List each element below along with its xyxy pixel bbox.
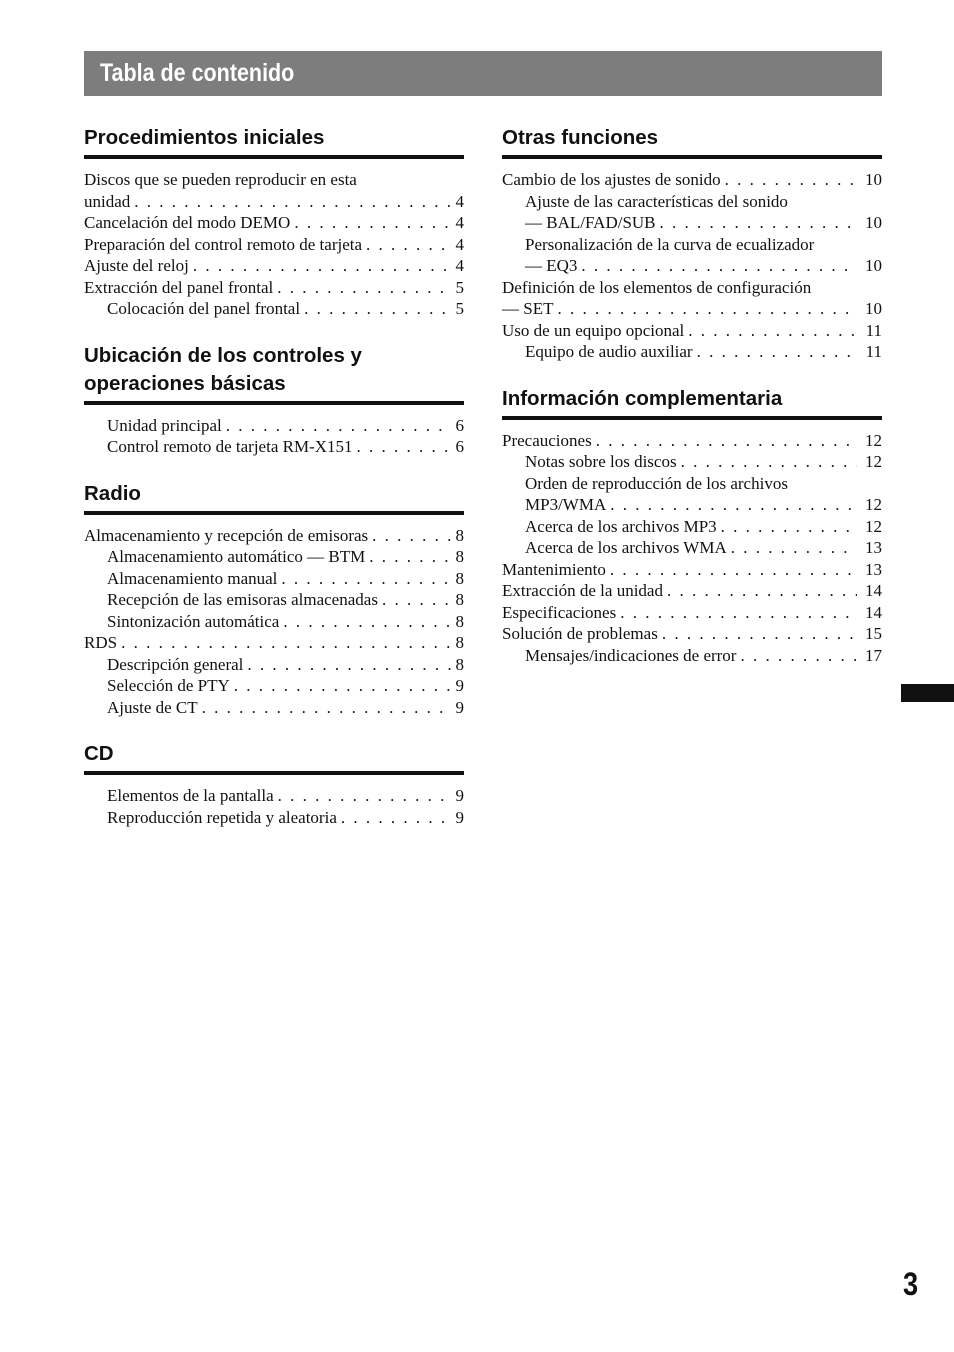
toc-title-bar (84, 51, 882, 96)
toc-entry-title: Acerca de los archivos WMA (525, 538, 727, 557)
toc-entry[interactable] (502, 298, 882, 320)
toc-entry[interactable] (84, 589, 464, 611)
toc-entry-page: 5 (455, 299, 464, 318)
toc-entry[interactable] (502, 234, 882, 256)
toc-entry-page: 8 (455, 568, 464, 588)
toc-entry[interactable] (502, 320, 882, 342)
toc-dot-leader (281, 568, 451, 590)
toc-entry-list (84, 169, 464, 320)
toc-entry-page: 12 (865, 495, 882, 514)
section-heading-line: Ubicación de los controles y (84, 343, 362, 367)
toc-dot-leader (697, 341, 857, 363)
toc-dot-leader (681, 451, 857, 473)
toc-entry[interactable] (84, 191, 464, 213)
toc-dot-leader (369, 546, 451, 568)
toc-entry[interactable] (84, 568, 464, 590)
toc-entry[interactable] (84, 525, 464, 547)
toc-entry-title: Personalización de la curva de ecualizador (525, 234, 815, 254)
toc-section-cd (84, 740, 464, 828)
toc-section-ubicacion-de-los-controles-y (84, 342, 464, 458)
toc-dot-leader (277, 277, 451, 299)
toc-entry-list (84, 525, 464, 719)
section-heading-line: Información complementaria (502, 386, 783, 410)
toc-dot-leader (372, 525, 451, 547)
toc-entry[interactable] (502, 623, 882, 645)
toc-entry-page: 9 (455, 676, 464, 695)
toc-dot-leader (234, 675, 451, 697)
section-heading (84, 118, 464, 159)
toc-entry-title: Uso de un equipo opcional (502, 320, 685, 340)
toc-dot-leader (283, 611, 451, 633)
toc-entry-title: — SET (502, 299, 554, 318)
section-heading (502, 385, 882, 420)
toc-entry-title: RDS (84, 633, 118, 652)
toc-entry-page: 5 (455, 277, 464, 297)
toc-entry-title: Selección de PTY (107, 676, 230, 695)
toc-entry-page: 10 (865, 299, 882, 318)
toc-entry-page: 8 (455, 525, 464, 545)
toc-entry[interactable] (84, 255, 464, 277)
toc-entry-title: Definición de los elementos de configuración (502, 277, 812, 297)
toc-entry[interactable] (84, 169, 464, 191)
toc-entry[interactable] (502, 277, 882, 299)
toc-dot-leader (278, 785, 451, 807)
toc-dot-leader (304, 298, 451, 320)
toc-entry-title: Orden de reproducción de los archivos (525, 473, 788, 493)
toc-entry[interactable] (84, 298, 464, 320)
toc-entry-title: Almacenamiento manual (107, 568, 278, 588)
toc-entry[interactable] (84, 697, 464, 719)
toc-entry-title: Ajuste de las características del sonido (525, 191, 788, 211)
toc-entry-title: Mantenimiento (502, 559, 606, 579)
toc-entry[interactable] (84, 785, 464, 807)
toc-entry[interactable] (502, 473, 882, 495)
toc-entry-page: 13 (865, 538, 882, 557)
toc-entry-list (84, 785, 464, 828)
toc-entry-page: 14 (865, 602, 882, 622)
toc-section-otras-funciones (502, 118, 882, 363)
toc-entry-title: MP3/WMA (525, 495, 607, 514)
toc-entry-page: 12 (865, 430, 882, 450)
toc-dot-leader (721, 516, 857, 538)
toc-entry-page: 17 (865, 645, 882, 665)
section-heading-line: Otras funciones (502, 126, 659, 149)
toc-entry-page: 6 (455, 437, 464, 456)
toc-entry-title: Sintonización automática (107, 611, 280, 631)
toc-dot-leader (134, 191, 451, 213)
toc-entry[interactable] (502, 430, 882, 452)
toc-entry-page: 4 (455, 191, 464, 211)
toc-entry-page: 4 (455, 234, 464, 254)
toc-entry[interactable] (84, 611, 464, 633)
toc-entry-page: 8 (455, 611, 464, 631)
toc-entry[interactable] (84, 277, 464, 299)
toc-dot-leader (226, 415, 451, 437)
toc-entry-list (502, 430, 882, 667)
section-heading (84, 480, 464, 515)
section-heading (502, 118, 882, 159)
toc-dot-leader (202, 697, 451, 719)
toc-entry[interactable] (84, 415, 464, 437)
toc-entry-title: Control remoto de tarjeta RM-X151 (107, 437, 353, 456)
toc-entry-page: 14 (865, 581, 882, 600)
toc-dot-leader (667, 580, 857, 602)
toc-dot-leader (660, 212, 857, 234)
toc-entry-title: Ajuste de CT (107, 697, 198, 717)
toc-entry[interactable] (84, 654, 464, 676)
toc-entry-page: 13 (865, 559, 882, 579)
toc-left-column (84, 118, 464, 850)
toc-entry-page: 6 (455, 415, 464, 435)
toc-entry-page: 9 (455, 807, 464, 827)
toc-entry[interactable] (84, 807, 464, 829)
toc-entry-page: 10 (865, 256, 882, 275)
toc-entry-title: Unidad principal (107, 415, 222, 435)
toc-entry-title: Acerca de los archivos MP3 (525, 516, 717, 536)
page-number: 3 (903, 1266, 919, 1302)
toc-entry-page: 10 (865, 213, 882, 232)
toc-entry-page: 15 (865, 624, 882, 643)
toc-entry-page: 8 (455, 633, 464, 652)
toc-entry[interactable] (502, 559, 882, 581)
toc-entry-title: Especificaciones (502, 602, 617, 622)
toc-entry-page: 9 (455, 697, 464, 717)
toc-dot-leader (620, 602, 857, 624)
toc-dot-leader (731, 537, 857, 559)
toc-entry-title: Equipo de audio auxiliar (525, 342, 693, 361)
toc-entry-title: Colocación del panel frontal (107, 299, 301, 318)
toc-dot-leader (294, 212, 451, 234)
section-heading-line: Procedimientos iniciales (84, 126, 325, 149)
section-heading (84, 740, 464, 775)
toc-entry[interactable] (84, 212, 464, 234)
toc-entry[interactable] (502, 451, 882, 473)
toc-entry-page: 10 (865, 170, 882, 189)
toc-entry-page: 8 (455, 590, 464, 609)
toc-dot-leader (740, 645, 857, 667)
toc-entry[interactable] (502, 212, 882, 234)
toc-entry-title: Reproducción repetida y aleatoria (107, 807, 337, 827)
toc-entry-title: Recepción de las emisoras almacenadas (107, 590, 378, 609)
toc-entry-title: Precauciones (502, 430, 592, 450)
section-heading-line: CD (84, 742, 114, 765)
toc-dot-leader (247, 654, 451, 676)
toc-entry-title: Extracción de la unidad (502, 581, 663, 600)
toc-entry[interactable] (84, 234, 464, 256)
toc-entry-title: Almacenamiento automático — BTM (107, 547, 366, 566)
toc-entry-title: Cancelación del modo DEMO (84, 213, 291, 232)
toc-entry[interactable] (502, 516, 882, 538)
toc-entry[interactable] (84, 675, 464, 697)
section-heading-line: Radio (84, 481, 141, 505)
toc-dot-leader (581, 255, 857, 277)
toc-entry-title: Elementos de la pantalla (107, 786, 274, 805)
page-title: Tabla de contenido (100, 59, 295, 87)
section-thumb-tab (901, 684, 954, 702)
toc-dot-leader (725, 169, 857, 191)
toc-entry[interactable] (502, 602, 882, 624)
toc-entry[interactable] (502, 341, 882, 363)
toc-entry[interactable] (502, 494, 882, 516)
toc-entry[interactable] (502, 255, 882, 277)
toc-entry-title: — BAL/FAD/SUB (525, 213, 656, 232)
toc-entry[interactable] (84, 546, 464, 568)
toc-dot-leader (121, 632, 451, 654)
toc-dot-leader (610, 559, 857, 581)
toc-entry-title: Notas sobre los discos (525, 452, 677, 471)
toc-entry-title: Extracción del panel frontal (84, 277, 274, 297)
toc-entry[interactable] (502, 537, 882, 559)
toc-entry[interactable] (502, 580, 882, 602)
toc-section-radio (84, 480, 464, 719)
toc-entry-title: Descripción general (107, 654, 244, 674)
toc-entry-title: Almacenamiento y recepción de emisoras (84, 525, 369, 545)
toc-entry-title: Mensajes/indicaciones de error (525, 645, 737, 665)
toc-entry-list (502, 169, 882, 363)
toc-dot-leader (610, 494, 857, 516)
toc-entry-page: 4 (455, 213, 464, 232)
toc-right-column (502, 118, 882, 688)
toc-entry-title: — EQ3 (525, 256, 578, 275)
toc-dot-leader (366, 234, 451, 256)
toc-entry-title: unidad (84, 191, 131, 211)
toc-dot-leader (557, 298, 857, 320)
toc-entry-page: 12 (865, 516, 882, 536)
toc-dot-leader (382, 589, 451, 611)
toc-dot-leader (357, 436, 451, 458)
toc-section-procedimientos-iniciales (84, 118, 464, 320)
section-heading-line: operaciones básicas (84, 371, 286, 395)
toc-entry-title: Cambio de los ajustes de sonido (502, 170, 721, 189)
toc-dot-leader (193, 255, 451, 277)
toc-section-informacion-complementaria (502, 385, 882, 667)
toc-dot-leader (341, 807, 451, 829)
toc-entry[interactable] (84, 632, 464, 654)
toc-entry-page: 8 (455, 547, 464, 566)
toc-entry-page: 12 (865, 452, 882, 471)
toc-entry-page: 9 (455, 786, 464, 805)
toc-entry[interactable] (84, 436, 464, 458)
toc-entry-title: Preparación del control remoto de tarjeta (84, 234, 363, 254)
toc-entry-page: 8 (455, 654, 464, 674)
toc-entry-title: Solución de problemas (502, 624, 658, 643)
toc-entry-list (84, 415, 464, 458)
toc-entry[interactable] (502, 169, 882, 191)
section-heading (84, 342, 464, 405)
toc-entry-title: Discos que se pueden reproducir en esta (84, 170, 357, 189)
toc-dot-leader (662, 623, 857, 645)
toc-entry-page: 11 (865, 320, 882, 340)
toc-dot-leader (596, 430, 857, 452)
toc-entry[interactable] (502, 191, 882, 213)
toc-entry[interactable] (502, 645, 882, 667)
toc-dot-leader (688, 320, 857, 342)
toc-entry-page: 11 (865, 342, 882, 361)
toc-entry-title: Ajuste del reloj (84, 256, 189, 275)
toc-entry-page: 4 (455, 256, 464, 275)
